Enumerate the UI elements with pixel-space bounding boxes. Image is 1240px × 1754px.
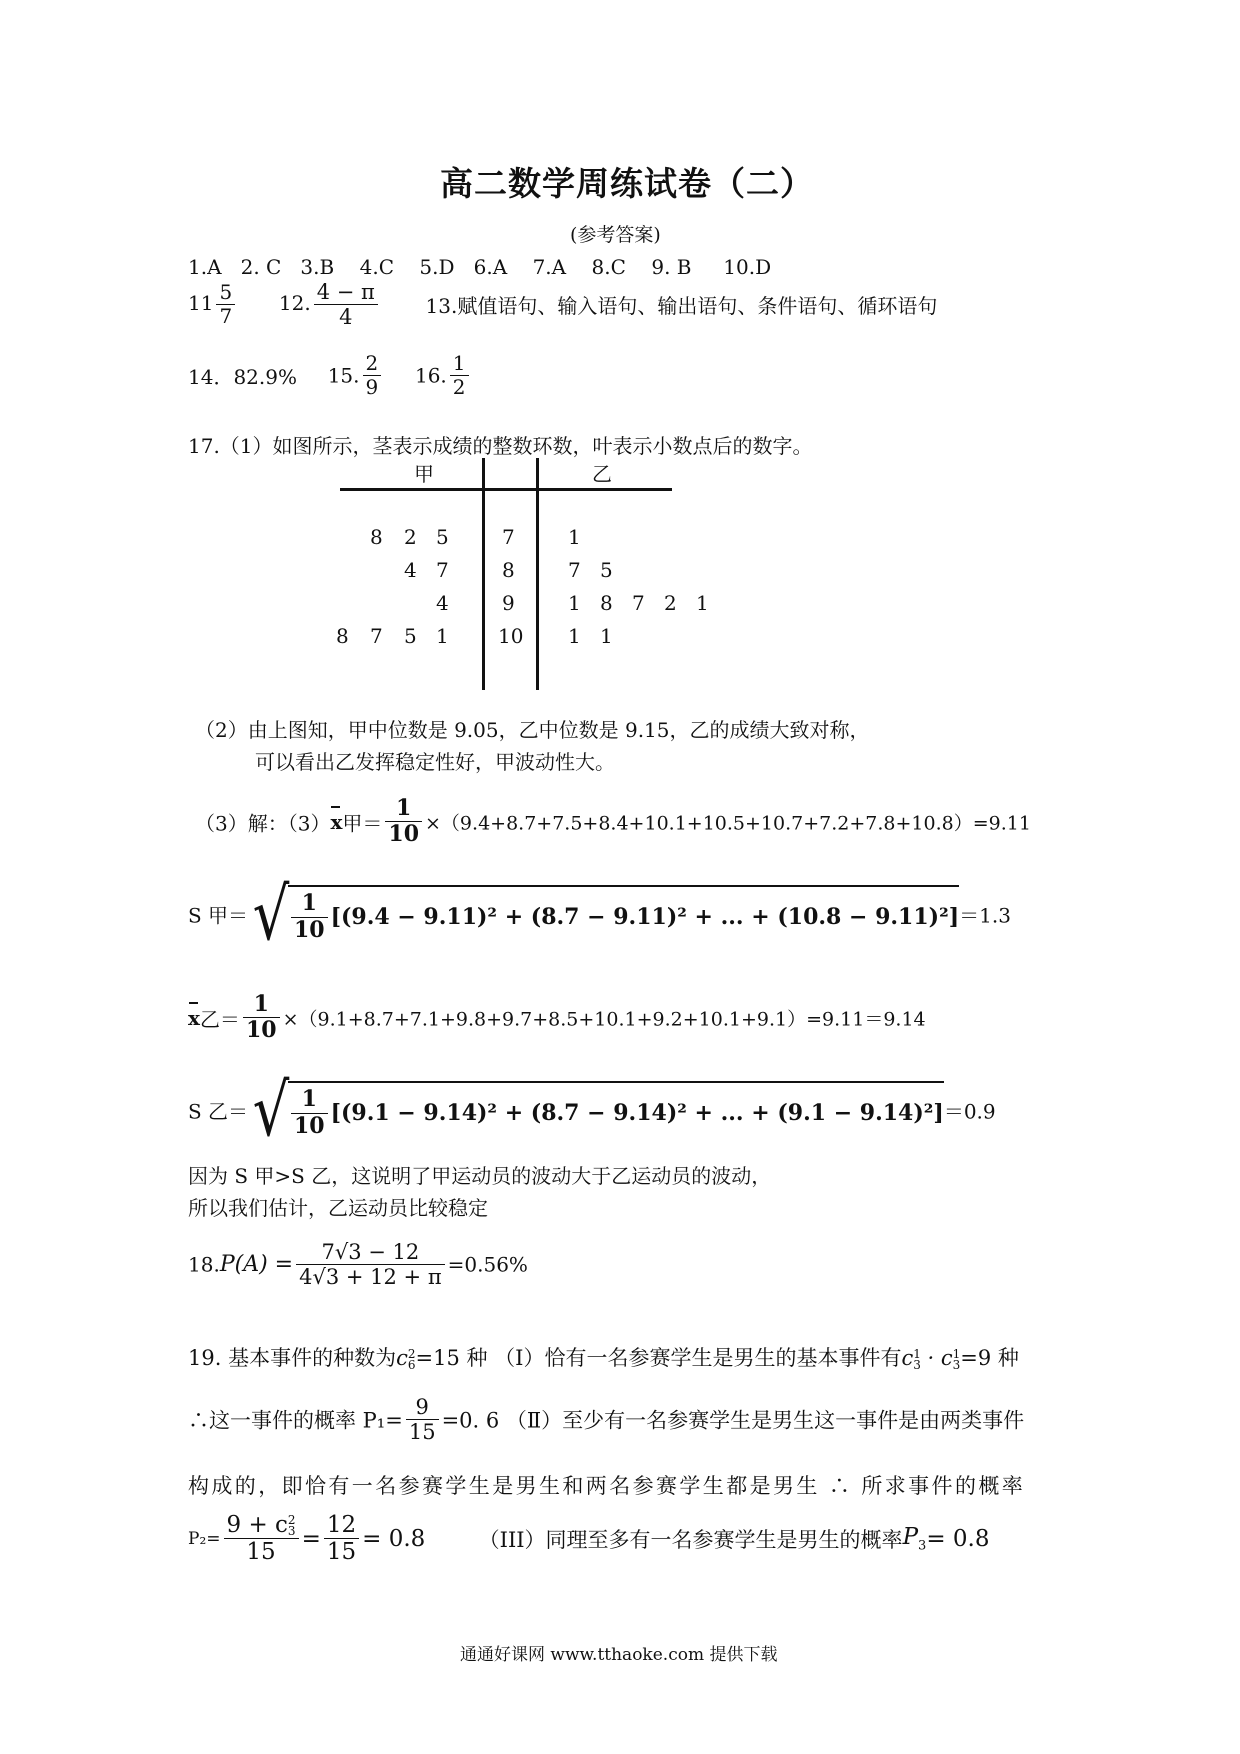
- leaf-right: 7: [568, 558, 581, 582]
- page-title: 高二数学周练试卷（二）: [440, 164, 814, 203]
- q19-p3: $P_3$: [902, 1524, 927, 1554]
- q19-line3: 构成的，即恰有一名参赛学生是男生和两名参赛学生都是男生 ∴ 所求事件的概率: [188, 1474, 1026, 1498]
- q12-fraction: $\frac{4 - \pi}{4}$: [314, 280, 378, 329]
- mean-yi-sum: ×（9.1+8.7+7.1+9.8+9.7+8.5+10.1+9.2+10.1+9.1）=9.11＝9.14: [282, 1008, 926, 1031]
- x-bar-symbol: x: [330, 809, 343, 834]
- leaf-left: 7: [436, 558, 449, 582]
- leaf-right: 1: [696, 591, 709, 615]
- std-yi-label: S 乙＝: [188, 1099, 249, 1124]
- stem-leaf-divider-right: [536, 458, 539, 690]
- q19-p1-fraction: $\frac{9}{15}$: [406, 1395, 439, 1444]
- std-jia-line: [188, 872, 1011, 956]
- q19-line2: [188, 1395, 1024, 1444]
- q18-pa: P(A) =: [219, 1252, 294, 1278]
- mean-jia-sum: ×（9.4+8.7+7.5+8.4+10.1+10.5+10.7+7.2+7.8+10.8）=9.11: [425, 812, 1031, 835]
- std-yi-line: [188, 1068, 996, 1152]
- std-jia-sqrt: [248, 872, 960, 956]
- q11-num: 11: [188, 291, 214, 316]
- page-subtitle: (参考答案): [570, 224, 661, 246]
- mean-yi-line: [188, 992, 926, 1044]
- q19-text-d: =0. 6 （Ⅱ）至少有一名参赛学生是男生这一事件是由两类事件: [441, 1408, 1025, 1433]
- q19-text-b: =15 种 （Ⅰ）恰有一名参赛学生是男生的基本事件有: [415, 1346, 902, 1370]
- q19-p2-result: = 0.8: [362, 1525, 426, 1552]
- sqrt-icon: √: [252, 872, 290, 956]
- leaf-left: 7: [370, 624, 383, 648]
- q17-part2-line2: 可以看出乙发挥稳定性好，甲波动性大。: [255, 750, 615, 774]
- leaf-left: 4: [436, 591, 449, 615]
- q16-label: 16.: [414, 363, 447, 388]
- std-yi-result: ＝0.9: [943, 1099, 996, 1124]
- stem-leaf-right-header: 乙: [592, 462, 612, 486]
- q19-text-c: =9 种: [960, 1346, 1019, 1370]
- std-jia-radicand: $\frac{1}{10}$ [(9.4 − 9.11)² + (8.7 − 9.11)² + ... + (10.8 − 9.11)²]: [288, 885, 959, 943]
- q18-line: [188, 1240, 528, 1289]
- leaf-right: 1: [568, 591, 581, 615]
- leaf-left: 2: [404, 525, 417, 549]
- x-bar-symbol: x: [188, 1005, 200, 1030]
- conclusion-line2: 所以我们估计，乙运动员比较稳定: [188, 1196, 488, 1220]
- mean-jia-line: [195, 796, 1031, 848]
- leaf-right: 1: [600, 624, 613, 648]
- q19-text-e: （III）同理至多有一名参赛学生是男生的概率: [478, 1527, 903, 1552]
- leaf-right: 8: [600, 591, 613, 615]
- stem-value: 10: [498, 624, 524, 648]
- q18-result: =0.56%: [447, 1252, 528, 1277]
- stem-leaf-left-header: 甲: [414, 462, 434, 486]
- leaf-right: 7: [632, 591, 645, 615]
- leaf-left: 1: [436, 624, 449, 648]
- q18-label: 18.: [188, 1252, 220, 1277]
- q14-answer: 14．82.9%: [188, 365, 297, 389]
- leaf-left: 5: [436, 525, 449, 549]
- mean-yi-sub: 乙＝: [199, 1007, 240, 1032]
- leaf-left: 8: [370, 525, 383, 549]
- mean-jia-fraction: $\frac{1}{10}$: [385, 796, 422, 848]
- q15-fraction: $\frac{2}{9}$: [363, 352, 382, 399]
- multiple-choice-answers: 1.A 2. C 3.B 4.C 5.D 6.A 7.A 8.C 9. B 10.D: [188, 255, 772, 279]
- q19-line1: [188, 1342, 1019, 1372]
- std-yi-radicand: $\frac{1}{10}$ [(9.1 − 9.14)² + (8.7 − 9.14)² + ... + (9.1 − 9.14)²]: [288, 1081, 944, 1139]
- sqrt-icon: √: [252, 1068, 290, 1152]
- mean-yi-fraction: $\frac{1}{10}$: [243, 992, 280, 1044]
- mean-jia-prefix: （3）解：（3）: [195, 811, 331, 836]
- answers-14-16: [188, 352, 472, 399]
- std-jia-result: ＝1.3: [959, 903, 1011, 928]
- std-yi-sqrt: [248, 1068, 944, 1152]
- stem-value: 7: [502, 525, 515, 549]
- conclusion-line1: 因为 S 甲>S 乙，这说明了甲运动员的波动大于乙运动员的波动，: [188, 1164, 772, 1188]
- answers-11-13: [188, 280, 937, 329]
- leaf-right: 1: [568, 624, 581, 648]
- stem-value: 9: [502, 591, 515, 615]
- q17-part2-line1: （2）由上图知，甲中位数是 9.05，乙中位数是 9.15，乙的成绩大致对称，: [195, 718, 870, 742]
- mean-jia-sub: 甲＝: [342, 811, 383, 836]
- q19-text-a: 19. 基本事件的种数为: [188, 1346, 397, 1370]
- leaf-right: 2: [664, 591, 677, 615]
- q19-p2-fraction1: 9 + c 2 3 15: [224, 1512, 299, 1566]
- stem-leaf-divider-left: [482, 458, 485, 690]
- q18-fraction: $\frac{7√3 - 12}{4√3 + 12 + \pi}$: [296, 1240, 445, 1289]
- q19-p2-label: P₂=: [188, 1528, 221, 1549]
- std-jia-label: S 甲＝: [188, 903, 249, 928]
- q19-line4: P₂= 9 + c 2 3 15 = $\frac{12}{15}$ = 0.8 （III）同理至多有一名参赛学生是男生的概率$P_3= 0.8$: [188, 1512, 990, 1566]
- page-footer: 通通好课网 www.tthaoke.com 提供下载: [460, 1645, 778, 1665]
- combination-c62: c 2 6: [396, 1346, 416, 1372]
- q11-fraction: $\frac{5}{7}$: [216, 281, 235, 328]
- combination-product: c 1 3 · c 1 3: [901, 1346, 961, 1372]
- q15-label: 15.: [327, 363, 360, 388]
- leaf-right: 1: [568, 525, 581, 549]
- q19-p1-label: ∴这一事件的概率 P₁=: [188, 1408, 403, 1433]
- q19-p3-result: = 0.8: [926, 1525, 990, 1552]
- leaf-left: 8: [336, 624, 349, 648]
- stem-value: 8: [502, 558, 515, 582]
- q17-part1: 17.（1）如图所示，茎表示成绩的整数环数，叶表示小数点后的数字。: [188, 434, 813, 458]
- leaf-left: 4: [404, 558, 417, 582]
- leaf-right: 5: [600, 558, 613, 582]
- q16-fraction: $\frac{1}{2}$: [450, 352, 469, 399]
- q13-answer: 13.赋值语句、输入语句、输出语句、条件语句、循环语句: [425, 294, 938, 319]
- leaf-left: 5: [404, 624, 417, 648]
- q19-p2-fraction2: $\frac{12}{15}$: [324, 1512, 359, 1566]
- q12-label: 12.: [278, 291, 311, 316]
- stem-leaf-header-line: [340, 488, 672, 491]
